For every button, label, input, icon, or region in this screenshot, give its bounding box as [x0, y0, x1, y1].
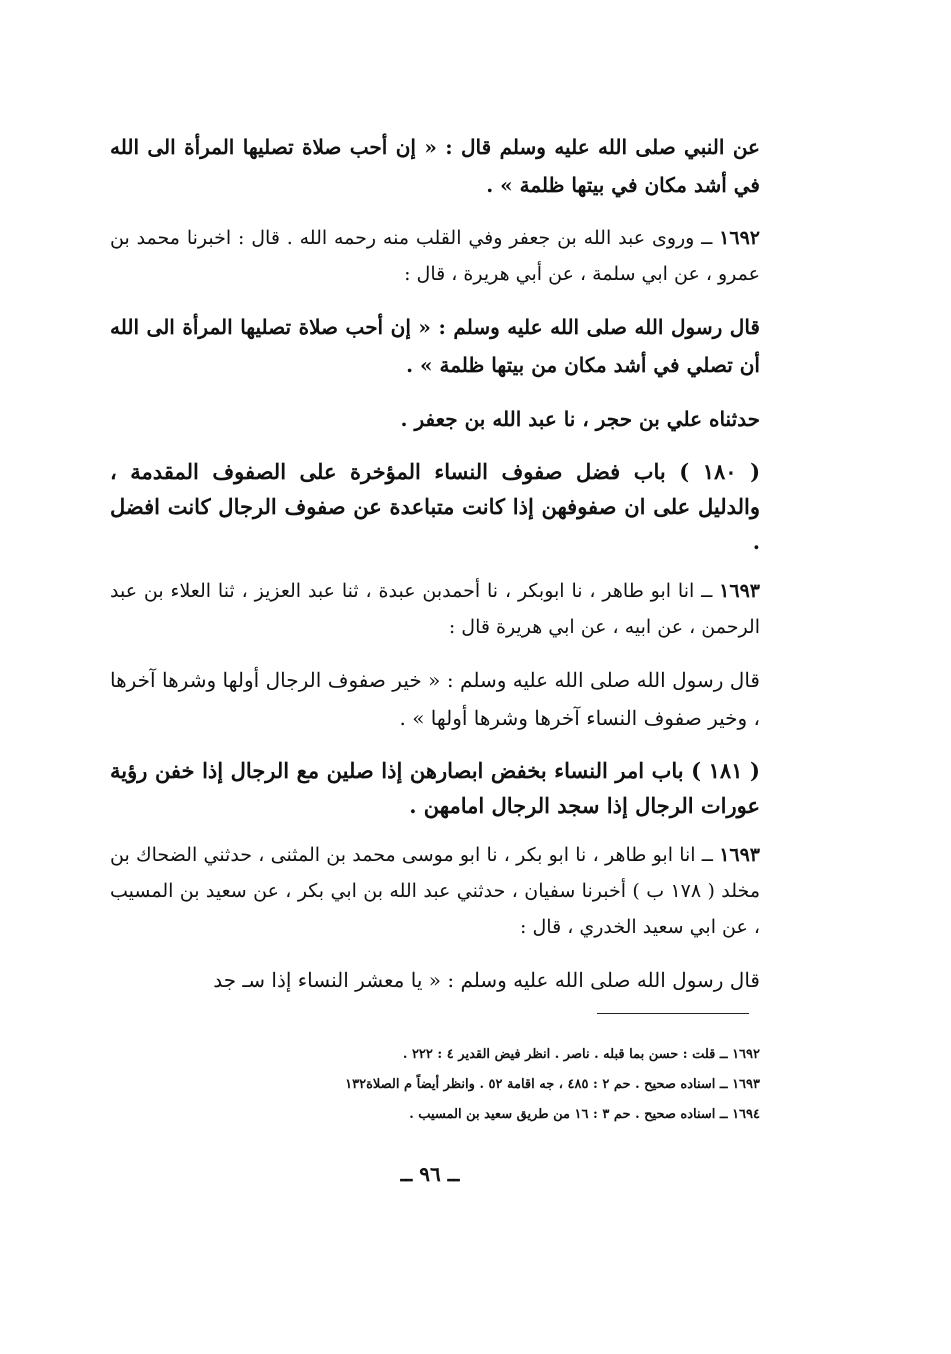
- isnad-1693-b: [110, 837, 760, 945]
- footnotes: [110, 1040, 760, 1130]
- footnote-divider: [597, 1013, 749, 1014]
- isnad-text: ــ وروى عبد الله بن جعفر وفي القلب منه رحمه الله . قال : اخبرنا محمد بن عمرو ، عن ابي سلمة ، عن أبي هريرة ، قال :: [110, 227, 760, 285]
- hadith-number: ١٦٩٢: [719, 227, 760, 249]
- hadith-text-1: عن النبي صلى الله عليه وسلم قال : « إن أحب صلاة تصليها المرأة الى الله في أشد مكان في بيتها ظلمة » .: [110, 135, 760, 197]
- isnad-text: ــ انا ابو طاهر ، نا ابوبكر ، نا أحمدبن عبدة ، ثنا عبد العزيز ، ثنا العلاء بن عبد الرحمن ، عن ابيه ، عن ابي هريرة قال :: [110, 580, 760, 638]
- isnad-line: حدثناه علي بن حجر ، نا عبد الله بن جعفر .: [400, 407, 760, 431]
- chapter-heading-180: ( ١٨٠ ) باب فضل صفوف النساء المؤخرة على الصفوف المقدمة ، والدليل على ان صفوفهن إذا كانت متباعدة عن صفوف الرجال كانت افضل .: [110, 459, 760, 554]
- chapter-heading-181: ( ١٨١ ) باب امر النساء بخفض ابصارهن إذا صلين مع الرجال إذا خفن رؤية عورات الرجال إذا سجد الرجال امامهن .: [110, 758, 760, 818]
- isnad-1693: [110, 573, 760, 645]
- hadith-text-3: قال رسول الله صلى الله عليه وسلم : « خير صفوف الرجال أولها وشرها آخرها ، وخير صفوف النساء آخرها وشرها أولها » .: [110, 668, 760, 730]
- hadith-text-2: قال رسول الله صلى الله عليه وسلم : « إن أحب صلاة تصليها المرأة الى الله أن تصلي في أشد مكان من بيتها ظلمة » .: [110, 315, 760, 377]
- hadith-number: ١٦٩٣: [719, 844, 761, 866]
- isnad-1692: [110, 220, 760, 292]
- page-body: [110, 128, 760, 1015]
- hadith-text-4: قال رسول الله صلى الله عليه وسلم : « يا معشر النساء إذا سـ جد: [213, 968, 760, 992]
- page-number: ــ ٩٦ ــ: [400, 1162, 460, 1186]
- footnote-1693: ١٦٩٣ ــ اسناده صحيح . حم ٢ : ٤٨٥ ، جه اقامة ٥٢ . وانظر أيضاً م الصلاة١٣٢: [345, 1077, 760, 1092]
- isnad-text: ــ انا ابو طاهر ، نا ابو بكر ، نا ابو موسى محمد بن المثنى ، حدثني الضحاك بن مخلد ( ١٧٨ ب ) أخبرنا سفيان ، حدثني عبد الله بن ابي بكر ، عن سعيد بن المسيب ، عن ابي سعيد الخدري ، قال :: [110, 844, 760, 938]
- footnote-1694: ١٦٩٤ ــ اسناده صحيح . حم ٣ : ١٦ من طريق سعيد بن المسيب .: [409, 1107, 760, 1122]
- footnote-1692: ١٦٩٢ ــ قلت : حسن بما قبله . ناصر . انظر فيض القدير ٤ : ٢٢٢ .: [402, 1047, 760, 1062]
- hadith-number: ١٦٩٣: [719, 580, 760, 602]
